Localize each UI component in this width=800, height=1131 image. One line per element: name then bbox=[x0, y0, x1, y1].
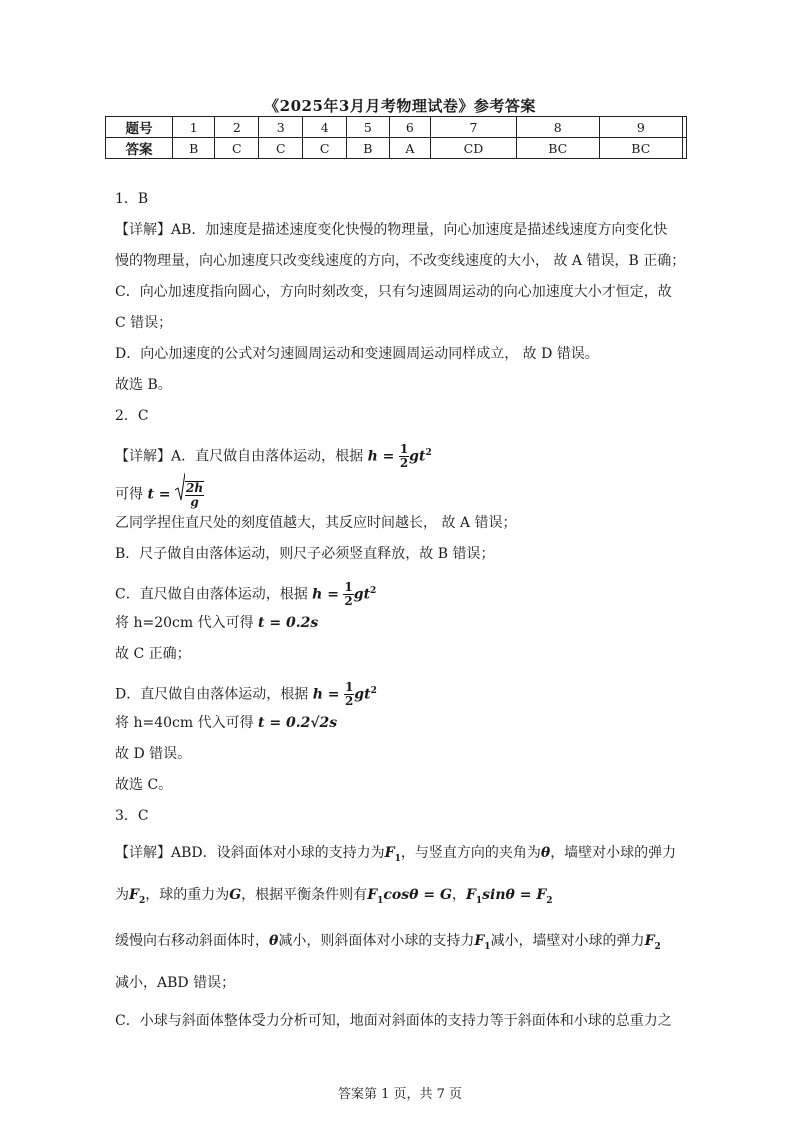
subscript: 2 bbox=[654, 941, 661, 952]
text-span: 减小，墙壁对小球的弹力 bbox=[490, 933, 645, 949]
table-header-cell: 题号 bbox=[106, 117, 173, 138]
table-cell: 2 bbox=[215, 117, 259, 138]
question-heading: 2．C bbox=[115, 408, 149, 424]
text-span: 减小，则斜面体对小球的支持力 bbox=[278, 933, 475, 949]
subscript: 1 bbox=[475, 895, 483, 906]
fraction-numerator: 2h bbox=[185, 480, 204, 495]
symbol-F: F bbox=[474, 933, 485, 949]
text-span: ，球的重力为 bbox=[145, 887, 230, 903]
symbol-F: F bbox=[465, 887, 476, 903]
text-line: 慢的物理量，向心加速度只改变线速度的方向，不改变线速度的大小， 故 A 错误，B 正确； bbox=[115, 253, 686, 269]
table-cell: 5 bbox=[347, 117, 389, 138]
symbol-G: G bbox=[229, 887, 242, 903]
text-line bbox=[115, 572, 690, 610]
text-line: 乙同学捏住直尺处的刻度值越大，其反应时间越长， 故 A 错误； bbox=[115, 515, 517, 531]
table-cell: C bbox=[303, 138, 347, 159]
formula-h: h = bbox=[312, 586, 339, 603]
text-span: 可得 bbox=[115, 486, 143, 503]
text-line: 故选 B。 bbox=[115, 377, 172, 393]
text-line: C．小球与斜面体整体受力分析可知，地面对斜面体的支持力等于斜面体和小球的总重力之 bbox=[115, 1013, 672, 1029]
text-line bbox=[115, 834, 690, 872]
text-line: 【详解】AB．加速度是描述速度变化快慢的物理量，向心加速度是描述线速度方向变化快 bbox=[115, 222, 668, 238]
fraction-denominator: 2 bbox=[344, 694, 354, 709]
answer-body bbox=[115, 186, 690, 1040]
table-cell bbox=[682, 117, 686, 138]
symbol-theta: θ bbox=[269, 933, 279, 949]
page-footer: 答案第 1 页，共 7 页 bbox=[337, 1087, 463, 1102]
text-line: D．向心加速度的公式对匀速圆周运动和变速圆周运动同样成立， 故 D 错误。 bbox=[115, 346, 599, 362]
table-header-cell: 答案 bbox=[106, 138, 173, 159]
text-line: 故 D 错误。 bbox=[115, 746, 192, 762]
question-heading: 1．B bbox=[115, 191, 149, 207]
fraction-half bbox=[399, 443, 409, 470]
answer-table bbox=[105, 116, 687, 159]
table-cell bbox=[682, 138, 686, 159]
table-cell: 7 bbox=[431, 117, 517, 138]
text-span: 【详解】A．直尺做自由落体运动，根据 bbox=[115, 448, 364, 465]
text-line bbox=[115, 434, 690, 472]
formula-t: t = bbox=[147, 486, 171, 503]
table-cell: 3 bbox=[259, 117, 303, 138]
fraction-denominator: 2 bbox=[344, 594, 353, 609]
table-cell: B bbox=[173, 138, 215, 159]
text-line: B．尺子做自由落体运动，则尺子必须竖直释放，故 B 错误； bbox=[115, 546, 495, 562]
table-cell: BC bbox=[599, 138, 682, 159]
subscript: 1 bbox=[484, 941, 491, 952]
symbol-F: F bbox=[129, 887, 139, 903]
fraction-denominator: g bbox=[190, 494, 199, 509]
table-cell: CD bbox=[431, 138, 517, 159]
symbol-F: F bbox=[644, 933, 655, 949]
formula-gt: gt bbox=[353, 586, 371, 603]
text-line bbox=[115, 918, 690, 964]
equation-2: sinθ = F bbox=[482, 887, 547, 903]
text-line: C 错误； bbox=[115, 315, 173, 331]
table-cell: C bbox=[215, 138, 259, 159]
table-cell: B bbox=[347, 138, 389, 159]
table-cell: 4 bbox=[303, 117, 347, 138]
formula-gt: gt bbox=[354, 686, 371, 703]
text-line bbox=[115, 672, 690, 710]
table-cell: 9 bbox=[599, 117, 682, 138]
table-cell: C bbox=[259, 138, 303, 159]
text-line: 为$F_2$，球的重力为G，根据平衡条件则有$F_1\cos\theta = G$，$F_1\sin\theta = F_2$ bbox=[115, 887, 553, 906]
text-line: 故选 C。 bbox=[115, 777, 173, 793]
question-heading: 3．C bbox=[115, 808, 149, 824]
text-span: ，与竖直方向的夹角为 bbox=[400, 845, 541, 861]
fraction-half bbox=[343, 581, 353, 608]
text-span: D．直尺做自由落体运动，根据 bbox=[115, 686, 309, 703]
table-cell: 1 bbox=[173, 117, 215, 138]
text-line: C．向心加速度指向圆心，方向时刻改变，只有匀速圆周运动的向心加速度大小才恒定，故 bbox=[115, 284, 672, 300]
text-line: 减小，ABD 错误； bbox=[115, 975, 236, 991]
formula-h: h = bbox=[312, 686, 340, 703]
table-row-answers bbox=[106, 138, 687, 159]
exponent: 2 bbox=[425, 448, 432, 458]
symbol-theta: θ bbox=[540, 845, 551, 861]
table-row-numbers bbox=[106, 117, 687, 138]
text-line bbox=[115, 472, 690, 510]
symbol-F: F bbox=[367, 887, 378, 903]
fraction-2h-g bbox=[185, 481, 204, 509]
fraction-numerator: 1 bbox=[344, 680, 354, 695]
equation-1: cosθ = G bbox=[383, 887, 452, 903]
subscript: 2 bbox=[546, 895, 553, 906]
text-span: 将 h=40cm 代入可得 bbox=[115, 715, 254, 731]
radical-sign-icon bbox=[175, 472, 185, 502]
text-span: 为 bbox=[115, 887, 129, 903]
exponent: 2 bbox=[370, 686, 377, 696]
table-cell: BC bbox=[516, 138, 599, 159]
fraction-numerator: 1 bbox=[344, 580, 353, 595]
fraction-denominator: 2 bbox=[399, 456, 409, 471]
text-span: ，根据平衡条件则有 bbox=[241, 887, 368, 903]
text-line bbox=[115, 610, 690, 641]
symbol-F: F bbox=[384, 845, 395, 861]
subscript: 1 bbox=[377, 895, 384, 906]
text-line bbox=[115, 710, 690, 741]
formula-result: t = 0.2s bbox=[258, 615, 319, 631]
text-span: ，墙壁对小球的弹力 bbox=[550, 845, 677, 861]
subscript: 2 bbox=[138, 895, 146, 906]
text-span: 【详解】ABD．设斜面体对小球的支持力为 bbox=[115, 845, 385, 861]
exponent: 2 bbox=[370, 586, 377, 596]
page-title: 《2025年3月月考物理试卷》参考答案 bbox=[264, 97, 536, 115]
subscript: 1 bbox=[394, 853, 401, 864]
text-line: 故 C 正确； bbox=[115, 646, 191, 662]
table-cell: 8 bbox=[516, 117, 599, 138]
formula-result: t = 0.2√2s bbox=[258, 715, 338, 731]
formula-gt: gt bbox=[409, 448, 426, 465]
table-cell: 6 bbox=[389, 117, 431, 138]
fraction-half bbox=[344, 681, 354, 708]
text-span: 将 h=20cm 代入可得 bbox=[115, 615, 254, 631]
fraction-numerator: 1 bbox=[399, 442, 409, 457]
table-cell: A bbox=[389, 138, 431, 159]
text-span: C．直尺做自由落体运动，根据 bbox=[115, 586, 308, 603]
text-span: 缓慢向右移动斜面体时， bbox=[115, 933, 269, 949]
formula-h: h = bbox=[367, 448, 395, 465]
